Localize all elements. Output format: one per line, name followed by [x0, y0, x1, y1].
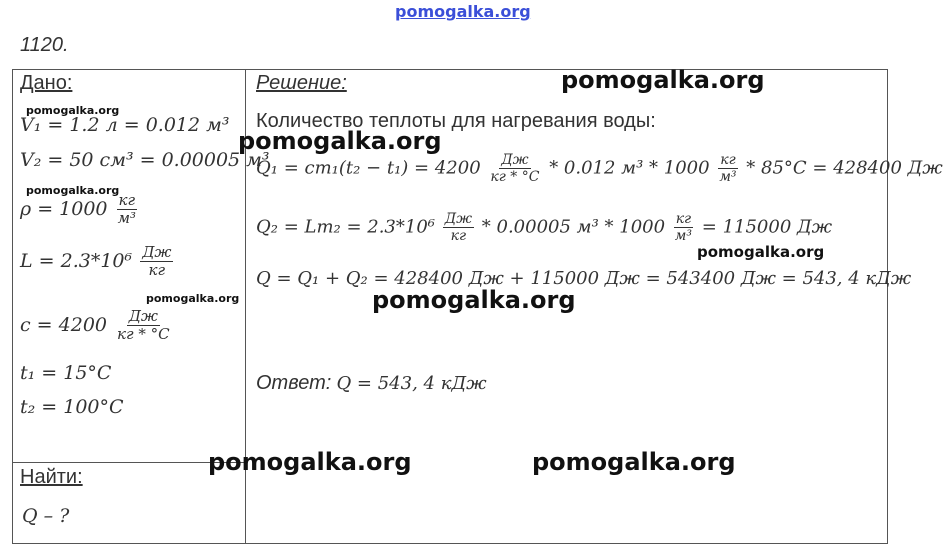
- answer-label: Ответ:: [256, 372, 332, 394]
- q1-unit-fraction: [488, 152, 541, 185]
- q1-mid: * 0.012 м³ * 1000: [549, 157, 710, 179]
- watermark-medium: pomogalka.org: [697, 243, 825, 261]
- given-t2: t₂ = 100°C: [20, 396, 124, 418]
- solution-heading: Количество теплоты для нагревания воды:: [256, 110, 656, 132]
- unit-numerator: Дж: [128, 307, 158, 325]
- unit-denominator: кг * °C: [117, 325, 170, 344]
- watermark-small: pomogalka.org: [26, 184, 120, 197]
- q2-density-fraction: [673, 211, 694, 244]
- q2-mid: * 0.00005 м³ * 1000: [481, 216, 666, 238]
- watermark-big: pomogalka.org: [561, 66, 765, 94]
- given-rho-value: ρ = 1000: [20, 197, 108, 220]
- watermark-big: pomogalka.org: [238, 127, 442, 155]
- answer-value: Q = 543, 4 кДж: [336, 373, 487, 394]
- unit-numerator: кг: [675, 211, 692, 227]
- watermark-big: pomogalka.org: [372, 286, 576, 314]
- unit-numerator: кг: [720, 152, 736, 168]
- equation-q1: [256, 152, 943, 185]
- unit-numerator: кг: [118, 191, 136, 209]
- unit-denominator: м³: [719, 169, 737, 186]
- given-L: [20, 244, 175, 280]
- given-L-value: L = 2.3*10⁶: [20, 249, 133, 272]
- solution-title: Решение:: [256, 72, 347, 94]
- unit-denominator: м³: [674, 228, 693, 245]
- site-link[interactable]: pomogalka.org: [395, 2, 531, 21]
- q2-right: = 115000 Дж: [701, 216, 833, 238]
- watermark-big: pomogalka.org: [532, 448, 736, 476]
- unit-denominator: кг: [450, 228, 467, 245]
- find-value: Q – ?: [22, 505, 70, 527]
- watermark-big: pomogalka.org: [208, 448, 412, 476]
- given-L-unit: [140, 244, 173, 280]
- problem-number: 1120.: [20, 34, 69, 56]
- given-c-value: c = 4200: [20, 313, 107, 336]
- q1-right: * 85°C = 428400 Дж: [746, 157, 943, 179]
- equation-q-total: Q = Q₁ + Q₂ = 428400 Дж + 115000 Дж = 543400 Дж = 543, 4 кДж: [256, 268, 912, 289]
- find-title: Найти:: [20, 466, 83, 488]
- given-t1: t₁ = 15°C: [20, 362, 112, 384]
- unit-numerator: Дж: [142, 243, 172, 261]
- q1-left: Q₁ = cm₁(t₂ − t₁) = 4200: [256, 157, 481, 179]
- unit-denominator: кг * °C: [490, 169, 540, 186]
- answer: [256, 372, 487, 395]
- q2-unit-fraction: [443, 211, 474, 244]
- given-c-unit: [115, 308, 172, 344]
- q1-density-fraction: [717, 152, 738, 185]
- unit-numerator: Дж: [444, 211, 473, 227]
- unit-denominator: м³: [117, 209, 137, 228]
- watermark-small: pomogalka.org: [26, 104, 120, 117]
- equation-q2: [256, 211, 832, 244]
- given-v2: V₂ = 50 см³ = 0.00005 м³: [20, 149, 270, 171]
- unit-denominator: кг: [148, 261, 166, 280]
- given-v1: V₁ = 1.2 л = 0.012 м³: [20, 114, 230, 136]
- given-rho: [20, 192, 140, 228]
- unit-numerator: Дж: [501, 152, 529, 168]
- given-title: Дано:: [20, 72, 73, 94]
- q2-left: Q₂ = Lm₂ = 2.3*10⁶: [256, 216, 436, 238]
- given-rho-unit: [116, 192, 138, 228]
- watermark-small: pomogalka.org: [146, 292, 240, 305]
- given-c: [20, 308, 174, 344]
